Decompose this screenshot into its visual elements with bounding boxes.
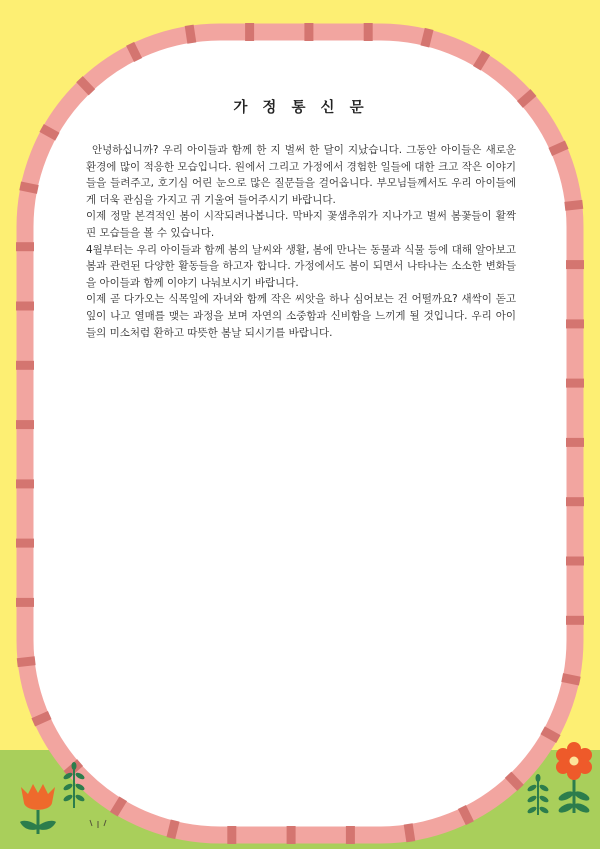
- frame-marker: [566, 319, 584, 328]
- frame-marker: [16, 479, 34, 488]
- frame-marker: [566, 497, 584, 506]
- frame-marker: [287, 826, 296, 844]
- frame-marker: [566, 438, 584, 447]
- frame-marker: [16, 598, 34, 607]
- frame-marker: [566, 379, 584, 388]
- paragraph-arbor-day: 이제 곧 다가오는 식목일에 자녀와 함께 작은 씨앗을 하나 심어보는 건 어떨까요? 새싹이 돋고 잎이 나고 열매를 맺는 과정을 보며 자연의 소중함과 신비함을 느끼게 될 것입니다. 우리 아이들의 미소처럼 환하고 따뜻한 봄날 되시기를 바랍니다.: [86, 293, 516, 339]
- frame-marker: [346, 826, 355, 844]
- frame-marker: [364, 23, 373, 41]
- frame-marker: [16, 539, 34, 548]
- frame-marker: [227, 826, 236, 844]
- paragraph-activities: 4월부터는 우리 아이들과 함께 봄의 날씨와 생활, 봄에 만나는 동물과 식물 등에 대해 알아보고 봄과 관련된 다양한 활동들을 하고자 합니다. 가정에서도 봄이 되면서 나타나는 소소한 변화들을 아이들과 함께 이야기 나눠보시기 바랍니다.: [86, 243, 516, 289]
- frame-marker: [16, 242, 34, 251]
- frame-marker: [16, 361, 34, 370]
- frame-marker: [245, 23, 254, 41]
- frame-marker: [16, 302, 34, 311]
- frame-marker: [304, 23, 313, 41]
- frame-marker: [16, 420, 34, 429]
- frame-marker: [566, 260, 584, 269]
- paragraph-spring: 이제 정말 본격적인 봄이 시작되려나봅니다. 막바지 꽃샘추위가 지나가고 벌써 봄꽃들이 활짝 핀 모습들을 볼 수 있습니다.: [86, 210, 516, 239]
- frame-marker: [566, 616, 584, 625]
- paragraph-greeting: 안녕하십니까? 우리 아이들과 함께 한 지 벌써 한 달이 지났습니다. 그동안 아이들은 새로운 환경에 많이 적응한 모습입니다. 원에서 그리고 가정에서 경험한 일들에 대한 크고 작은 이야기들을 들려주고, 호기심 어린 눈으로 많은 질문들을 걸어옵니다. 부모님들께서도 우리 아이들에게 더욱 관심을 가지고 귀 기울여 들어주시기 바랍니다.: [86, 144, 516, 206]
- document-title: 가 정 통 신 문: [233, 99, 369, 116]
- frame-marker: [566, 557, 584, 566]
- newsletter-body: [86, 62, 516, 341]
